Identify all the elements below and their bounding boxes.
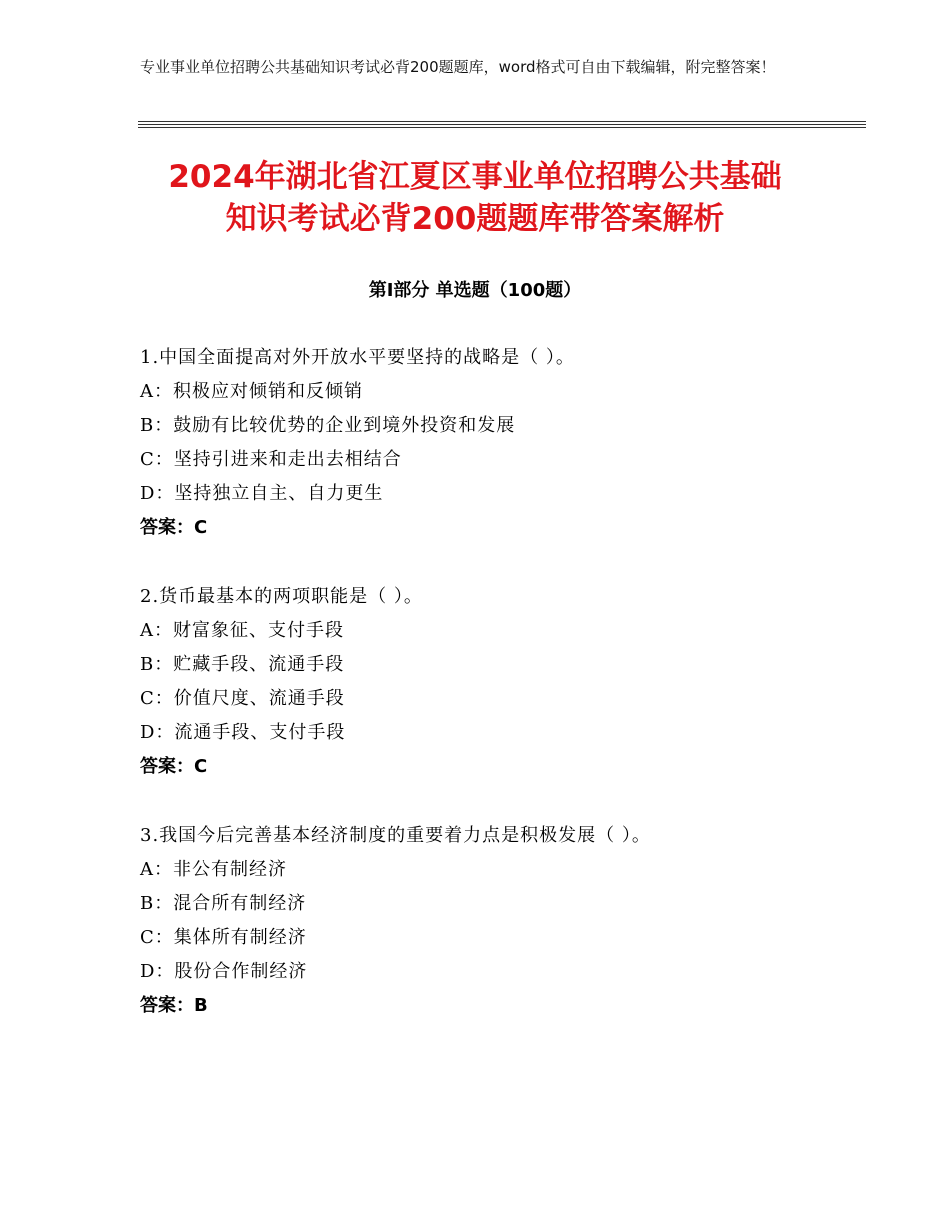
section-title: 第Ⅰ部分 单选题（100题） xyxy=(368,280,582,301)
header-divider xyxy=(138,121,866,122)
question-stem: 3.我国今后完善基本经济制度的重要着力点是积极发展（ ）。 xyxy=(140,825,651,846)
option-c: C：坚持引进来和走出去相结合 xyxy=(140,449,402,470)
option-d: D：股份合作制经济 xyxy=(140,961,308,982)
option-b: B：鼓励有比较优势的企业到境外投资和发展 xyxy=(140,415,516,436)
option-c: C：集体所有制经济 xyxy=(140,927,307,948)
question-stem: 2.货币最基本的两项职能是（ ）。 xyxy=(140,586,423,607)
question-block xyxy=(140,822,840,1026)
question-block xyxy=(140,583,840,787)
answer-label: 答案：C xyxy=(140,756,208,777)
option-a: A：非公有制经济 xyxy=(140,859,287,880)
answer-label: 答案：B xyxy=(140,995,208,1016)
option-d: D：流通手段、支付手段 xyxy=(140,722,346,743)
option-b: B：混合所有制经济 xyxy=(140,893,307,914)
option-c: C：价值尺度、流通手段 xyxy=(140,688,345,709)
document-title-line-2: 知识考试必背200题题库带答案解析 xyxy=(225,201,725,237)
option-a: A：财富象征、支付手段 xyxy=(140,620,344,641)
option-a: A：积极应对倾销和反倾销 xyxy=(140,381,363,402)
header-note: 专业事业单位招聘公共基础知识考试必背200题题库，word格式可自由下载编辑，附完整答案！ xyxy=(140,58,776,76)
header-divider xyxy=(138,124,866,125)
question-stem: 1.中国全面提高对外开放水平要坚持的战略是（ ）。 xyxy=(140,347,575,368)
answer-label: 答案：C xyxy=(140,517,208,538)
document-title-line-1: 2024年湖北省江夏区事业单位招聘公共基础 xyxy=(168,159,782,195)
question-block xyxy=(140,344,840,548)
option-b: B：贮藏手段、流通手段 xyxy=(140,654,345,675)
header-divider xyxy=(138,127,866,128)
option-d: D：坚持独立自主、自力更生 xyxy=(140,483,384,504)
document-title xyxy=(100,156,850,240)
